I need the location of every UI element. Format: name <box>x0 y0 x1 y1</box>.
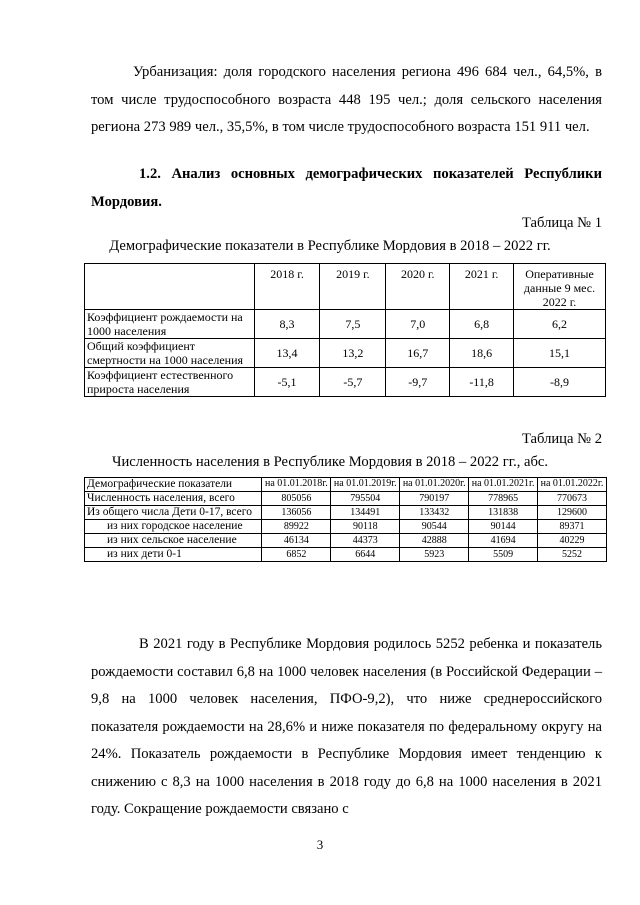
table-cell: 41694 <box>469 534 538 548</box>
table-cell: -9,7 <box>386 368 450 397</box>
table-cell: 18,6 <box>450 339 514 368</box>
table-cell: 89371 <box>538 520 607 534</box>
table-row <box>85 492 607 506</box>
table-row <box>85 534 607 548</box>
table-header-cell: 2019 г. <box>320 264 386 310</box>
table2-number: Таблица № 2 <box>522 431 602 447</box>
table1-number: Таблица № 1 <box>522 215 602 231</box>
row-label: из них сельское население <box>85 534 262 548</box>
row-label: Коэффициент рождаемости на 1000 населения <box>85 310 255 339</box>
intro-paragraph-text: Урбанизация: доля городского населения региона 496 684 чел., 64,5%, в том числе трудоспособного возраста 448 195 чел.; доля сельского населения региона 273 989 чел., 35,5%, в том числе трудоспособного возраста 151 911 чел. <box>91 64 602 135</box>
table-header-cell: на 01.01.2022г. <box>538 478 607 492</box>
table-cell: 7,0 <box>386 310 450 339</box>
body-paragraph <box>91 631 602 824</box>
table-header-cell: Оперативные данные 9 мес. 2022 г. <box>514 264 606 310</box>
row-label: из них городское население <box>85 520 262 534</box>
table2-caption: Численность населения в Республике Мордовия в 2018 – 2022 гг., абс. <box>111 454 549 470</box>
table-cell: 89922 <box>262 520 331 534</box>
table-header-cell: на 01.01.2021г. <box>469 478 538 492</box>
table-row <box>85 339 606 368</box>
table-row <box>85 310 606 339</box>
table-cell: 6,2 <box>514 310 606 339</box>
intro-paragraph <box>91 59 602 142</box>
table-header-cell: Демографические показатели <box>85 478 262 492</box>
table-cell: 6852 <box>262 548 331 562</box>
table-cell: 6,8 <box>450 310 514 339</box>
table-header-cell: 2020 г. <box>386 264 450 310</box>
table-cell: 40229 <box>538 534 607 548</box>
row-label: Из общего числа Дети 0-17, всего <box>85 506 262 520</box>
table-header-row <box>85 478 607 492</box>
table-cell: 136056 <box>262 506 331 520</box>
table-header-row <box>85 264 606 310</box>
table-header-cell: на 01.01.2019г. <box>331 478 400 492</box>
table-cell: 42888 <box>400 534 469 548</box>
table-cell: 46134 <box>262 534 331 548</box>
table-cell: 44373 <box>331 534 400 548</box>
table-cell: -8,9 <box>514 368 606 397</box>
table-cell: 131838 <box>469 506 538 520</box>
population-table <box>84 477 607 562</box>
table-cell: -5,1 <box>254 368 320 397</box>
table-cell: 8,3 <box>254 310 320 339</box>
table-cell: 16,7 <box>386 339 450 368</box>
page-number: 3 <box>316 837 324 852</box>
table-cell: 805056 <box>262 492 331 506</box>
table-cell: 795504 <box>331 492 400 506</box>
table-cell: 134491 <box>331 506 400 520</box>
table-header-cell <box>85 264 255 310</box>
row-label: Общий коэффициент смертности на 1000 населения <box>85 339 255 368</box>
table-cell: 90118 <box>331 520 400 534</box>
table-cell: 7,5 <box>320 310 386 339</box>
table-cell: 770673 <box>538 492 607 506</box>
table-row <box>85 506 607 520</box>
table-cell: 90544 <box>400 520 469 534</box>
demographic-indicators-table <box>84 263 606 397</box>
table-header-cell: на 01.01.2018г. <box>262 478 331 492</box>
table-cell: 90144 <box>469 520 538 534</box>
table-header-cell: на 01.01.2020г. <box>400 478 469 492</box>
table-cell: 5923 <box>400 548 469 562</box>
table-cell: 790197 <box>400 492 469 506</box>
table-header-cell: 2018 г. <box>254 264 320 310</box>
table-cell: 6644 <box>331 548 400 562</box>
table-cell: 5509 <box>469 548 538 562</box>
table-cell: 778965 <box>469 492 538 506</box>
row-label: из них дети 0-1 <box>85 548 262 562</box>
table-row <box>85 520 607 534</box>
table-cell: 129600 <box>538 506 607 520</box>
section-heading: 1.2. Анализ основных демографических показателей Республики Мордовия. <box>91 166 602 210</box>
table-cell: 13,4 <box>254 339 320 368</box>
table-cell: 5252 <box>538 548 607 562</box>
table-cell: 13,2 <box>320 339 386 368</box>
body-paragraph-text: В 2021 году в Республике Мордовия родилось 5252 ребенка и показатель рождаемости составил 6,8 на 1000 человек населения (в Российской Федерации –9,8 на 1000 человек населения, ПФО-9,2), что ниже среднероссийского показателя рождаемости на 28,6% и ниже показателя по федеральному округу на 24%. Показатель рождаемости в Республике Мордовия имеет тенденцию к снижению с 8,3 на 1000 населения в 2018 году до 6,8 на 1000 населения в 2021 году. Сокращение рождаемости связано с <box>91 636 602 817</box>
table-cell: -11,8 <box>450 368 514 397</box>
table-header-cell: 2021 г. <box>450 264 514 310</box>
row-label: Численность населения, всего <box>85 492 262 506</box>
table-cell: 15,1 <box>514 339 606 368</box>
table-cell: -5,7 <box>320 368 386 397</box>
table-row <box>85 368 606 397</box>
table-row <box>85 548 607 562</box>
row-label: Коэффициент естественного прироста населения <box>85 368 255 397</box>
table1-caption: Демографические показатели в Республике Мордовия в 2018 – 2022 гг. <box>109 238 551 254</box>
table-cell: 133432 <box>400 506 469 520</box>
